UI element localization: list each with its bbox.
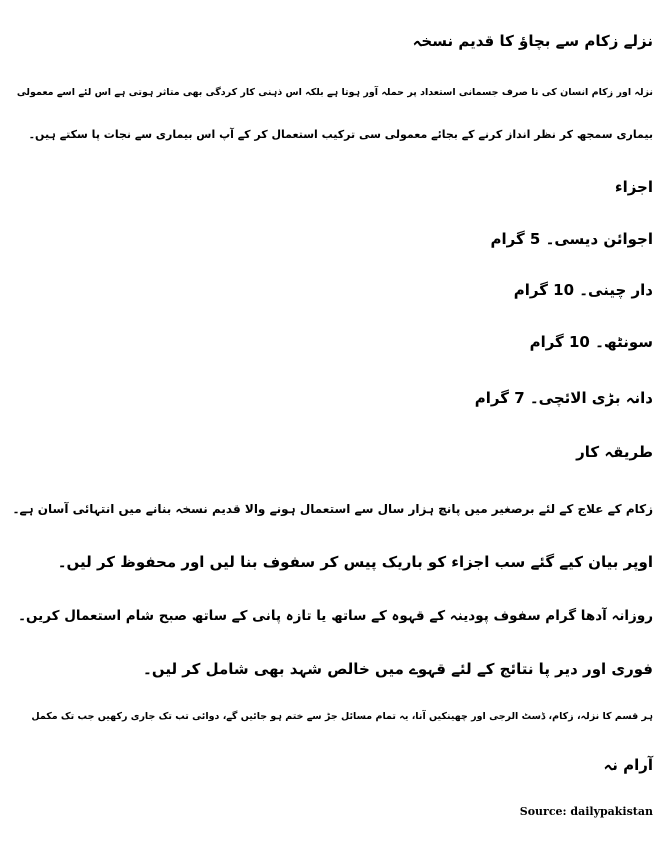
- source-credit: Source: dailypakistan: [519, 805, 653, 818]
- intro-paragraph-line-2: بیماری سمجھ کر نظر انداز کرنے کے بجائے معمولی سی ترکیب استعمال کر کے آپ اس بیماری سے نجات پا سکتے ہیں۔: [28, 128, 653, 141]
- ingredient-item: دار چینی۔ 10 گرام: [513, 281, 653, 299]
- method-step: اوپر بیان کیے گئے سب اجزاء کو باریک پیس کر سفوف بنا لیں اور محفوظ کر لیں۔: [57, 553, 653, 571]
- method-heading: طریقہ کار: [576, 443, 653, 461]
- article-title: نزلے زکام سے بچاؤ کا قدیم نسخہ: [412, 32, 653, 50]
- closing-paragraph-line-2: آرام نہ: [603, 756, 653, 774]
- closing-paragraph-line-1: ہر قسم کا نزلہ، زکام، ڈسٹ الرجی اور چھینکیں آنا، یہ تمام مسائل جڑ سے ختم ہو جائیں گے، دوائی تب تک جاری رکھیں جب تک مکمل: [31, 711, 653, 722]
- intro-paragraph-line-1: نزلہ اور زکام انسان کی نا صرف جسمانی استعداد پر حملہ آور ہوتا ہے بلکہ اس ذہنی کار کردگی بھی متاثر ہوتی ہے اس لئے اسے معمولی: [16, 87, 653, 98]
- ingredient-item: سونٹھ۔ 10 گرام: [529, 333, 653, 351]
- method-step: روزانہ آدھا گرام سفوف پودینہ کے قہوہ کے ساتھ یا تازہ پانی کے ساتھ صبح شام استعمال کریں۔: [18, 608, 653, 624]
- method-step: زکام کے علاج کے لئے برصغیر میں پانچ ہزار سال سے استعمال ہونے والا قدیم نسخہ بنانے میں انتہائی آسان ہے۔: [12, 502, 653, 516]
- method-step: فوری اور دیر پا نتائج کے لئے قہوے میں خالص شہد بھی شامل کر لیں۔: [143, 660, 653, 678]
- ingredients-heading: اجزاء: [614, 178, 653, 196]
- ingredient-item: دانہ بڑی الائچی۔ 7 گرام: [474, 389, 653, 407]
- ingredient-item: اجوائن دیسی۔ 5 گرام: [490, 230, 653, 248]
